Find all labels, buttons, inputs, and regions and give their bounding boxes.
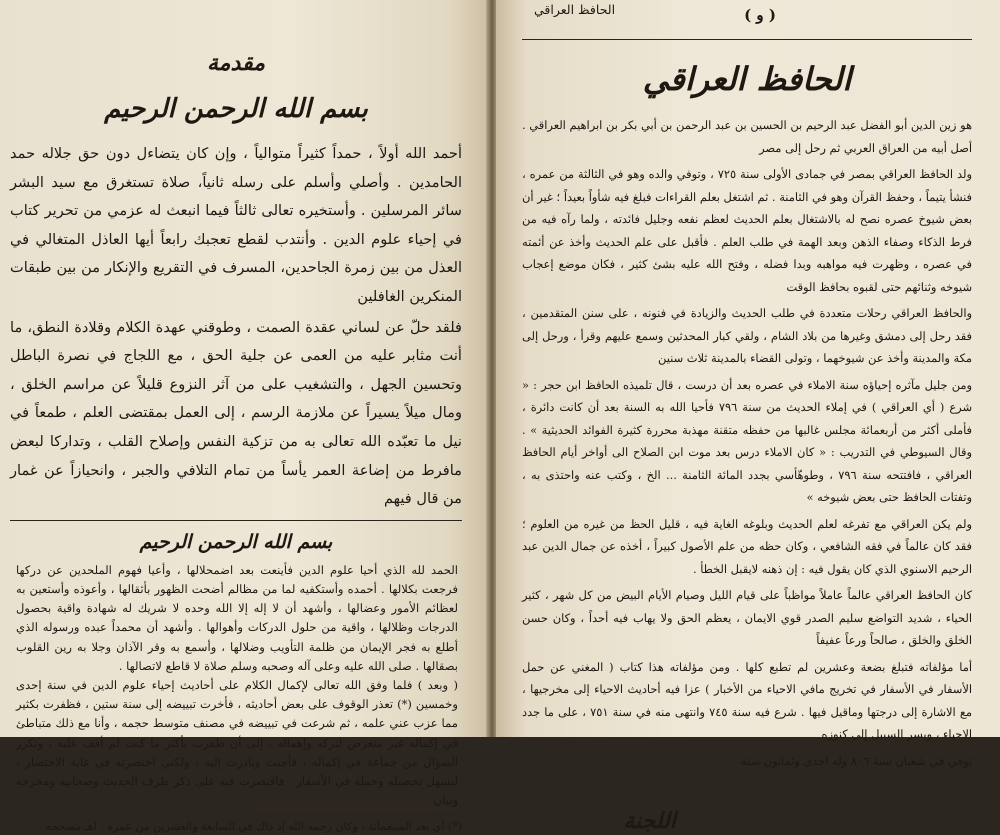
- running-header: [522, 0, 972, 40]
- intro-paragraph-1: أحمد الله أولاً ، حمداً كثيراً متوالياً ، وإن كان يتضاءل دون حق جلاله حمد الحامدين . وأصلي وأسلم على رسله ثانياً، صلاة تستغرق مع سيد البشر سائر المرسلين . وأستخيره تعالى ثالثاً فيما انبعث له عزمي من تحرير كتاب في إحياء علوم الدين . وأنتدب لقطع تعجبك رابعاً أيها العاذل المتغالي في العذل من بين زمرة الجاحدين، المسرف في التقريع والإنكار من بين طبقات المنكرين الغافلين: [10, 145, 462, 305]
- bio-paragraph-7: أما مؤلفاته فتبلغ بضعة وعشرين لم تطبع كلها . ومن مؤلفاته هذا كتاب ( المغني عن حمل الأسفار في الأسفار في تخريج مافي الاحياء من الأخبار ) عزا فيه أحاديث الاحياء إلى مخرجيها ، مع الاشارة إلى درجتها وماقيل فيها . شرع فيه سنة ٧٤٥ وانتهى منه في سنة ٧٥١ ، على ما جدد الاحياء ، ويسر السبيل إلى كنوزه: [522, 659, 973, 741]
- bio-paragraph-2: ولد الحافظ العراقي بمصر في جمادى الأولى سنة ٧٢٥ ، وتوفي والده وهو في الثالثة من عمره ، فنشأ يتيماً ، وحفظ القرآن وهو في الثامنة . ثم اشتغل بعلم القراءات فبلغ فيه شأواً بعيداً ؛ غير أن بعض شيوخ عصره نصح له بالاشتغال بعلم الحديث لعظم نفعه وجليل فائدته ، ولما رآه فيه من فرط الذكاء وصفاء الذهن وبعد الهمة في طلب العلم . فأقبل على علم الحديث وأخذ عن أئمته في عصره ، وظهرت فيه مواهبه وبدا فضله ، وفتح الله عليه بشئ كثير ، فكان موضع إعجاب شيوخه وثنائهم حتى لقبوه بحافظ الوقت: [522, 167, 972, 294]
- footnote: (*) أي بعد السبعمائة ، وكان رحمه الله إذ ذاك في السابعة والعشرين من عمره . اهـ مصححه: [45, 820, 462, 834]
- bio-paragraph-5: ولم يكن العراقي مع تفرغه لعلم الحديث وبلوغه الغاية فيه ، قليل الحظ من غيره من العلوم ؛ فقد كان عالماً في فقه الشافعي ، وكان حظه من علم الأصول كبيراً ، أخذه عن جمال الدين عبد الرحيم الاسنوي الذي كان يقول فيه : إن ذهنه لايقبل الخطأ .: [522, 516, 972, 576]
- lower-basmala: بسم الله الرحمن الرحيم: [139, 530, 333, 553]
- bio-paragraph-3: والحافظ العراقي رحلات متعددة في طلب الحديث والزيادة في فنونه ، على سنن المتقدمين ، فقد رحل إلى دمشق وغيرها من بلاد الشام ، ولقي كبار المحدثين وسمع عليهم وقرأ ، ورحل إلى مكة والمدينة وأخذ عن شيوخهما ، وتولى القضاء بالمدينة ثلاث سنين: [522, 306, 972, 365]
- section-divider: [10, 520, 462, 521]
- introduction-heading: مقدمة: [206, 50, 266, 76]
- right-page: [496, 0, 1000, 834]
- committee-signature: اللجنة: [623, 808, 676, 834]
- bio-paragraph-6: كان الحافظ العراقي عالماً عاملاً مواظباً على قيام الليل وصيام الأيام البيض من كل شهر ، كثير الحياء ، شديد التواضع سليم الصدر قوي الايمان ، يعظم الحق ولا يهاب فيه أحداً ، وكان حسن الخلق والخلق ، صالحاً ورعاً عفيفاً: [522, 588, 972, 647]
- bio-paragraph-8: توفي في شعبان سنة ٨٠٦ وله احدى وثمانون سنة: [740, 753, 972, 768]
- basmala-heading: بسم الله الرحمن الرحيم: [104, 94, 368, 124]
- running-header-title: الحافظ العراقي: [534, 2, 616, 17]
- biography-title: الحافظ العراقي: [642, 60, 852, 98]
- bio-paragraph-1: هو زين الدين أبو الفضل عبد الرحيم بن الحسين بن عبد الرحمن بن أبي بكر بن ابراهيم العراقي . أصل أبيه من العراق العربي ثم رحل إلى مصر: [522, 118, 972, 155]
- lower-paragraph-1: الحمد لله الذي أحيا علوم الدين فأينعت بعد اضمحلالها ، وأعيا فهوم الملحدين عن دركها فرجعت بكلالها . أحمده وأستكفيه لما من مظالم أضحت الظهور بأثقالها ، وأعوذه وأستعين به لعظائم الأمور وعضالها ، وأشهد أن لا إله إلا الله وحده لا شريك له شهادة واقية بحصول الدرجات وظلالها ، واقية من حلول الدركات وأهوالها . وأشهد أن محمداً عبده ورسوله الذي أطلع به فجر الإيمان من ظلمة التأويب وضلالها ، وأسمع به وقر الآذان وجلا به رين القلوب بصقالها . صلى الله عليه وعلى آله وصحبه وسلم صلاة لا قاطع لاتصالها .: [16, 562, 458, 673]
- page-number: ( و ): [744, 6, 776, 24]
- left-page: [0, 0, 488, 834]
- bio-paragraph-4: ومن جليل مآثره إحياؤه سنة الاملاء في عصره بعد أن درست ، قال تلميذه الحافظ ابن حجر : « شرع ( أي العراقي ) في إملاء الحديث من سنة ٧٩٦ فأحيا الله به السنة بعد أن كانت دائرة ، فأملى أكثر من أربعمائة مجلس غالبها من حفظه متقنة مهذبة محررة كثيرة الفوائد الحديثية » . وقال السيوطي في التدريب : « كان الاملاء درس بعد موت ابن الصلاح الى أواخر أيام الحافظ العراقي ، فافتتحه سنة ٧٩٦ ، وطوهّأسي بجدد المائة الثامنة ... الخ ، وكتب عنه واحتذى به ، وتفتات الحافظ حتى بعض شيوخه »: [522, 377, 972, 504]
- footnote-rule: [254, 814, 462, 815]
- lower-paragraph-2: ( وبعد ) فلما وفق الله تعالى لإكمال الكلام على أحاديث إحياء علوم الدين في سنة إحدى وخمسين (*) تعذر الوقوف على بعض أحاديثه ، فأخرت تبييضه إلى سنة ستين ، فظفرت بكثير مما عزب عني علمه ، ثم شرعت في تبييضه في مصنف متوسط حجمه ، وأنا مع ذلك متباطئ في إكماله غير متعرض لتركه وإهماله ، إلى أن ظفرت بأكثر ما كنت لم أقف عليه ، وتكرر السؤال من جماعة في إكماله ، فأجبت وبادرت إليه ، ولكني اختصرته في غاية الاختصار ، ليسهل تحصيله وحمله في الأسفار . فاقتصرت فيه على ذكر طرف الحديث وصحابيه ومخرجه وبيان: [16, 677, 458, 808]
- intro-paragraph-2: فلقد حلّ عن لساني عقدة الصمت ، وطوقني عهدة الكلام وقلادة النطق، ما أنت مثابر عليه من العمى عن جلية الحق ، مع اللجاج في نصرة الباطل وتحسين الجهل ، والتشغيب على من آثر النزوع قليلاً عن مراسم الخلق ، ومال ميلاً يسيراً عن ملازمة الرسم ، إلى العمل بمقتضى العلم ، طمعاً في نيل ما تعبّده الله تعالى به من تزكية النفس وإصلاح القلب ، وتداركا لبعض مافرط من إضاعة العمر يأساً من تمام التلافي والجبر ، وانحيازاً عن غمار من قال فيهم: [10, 318, 462, 508]
